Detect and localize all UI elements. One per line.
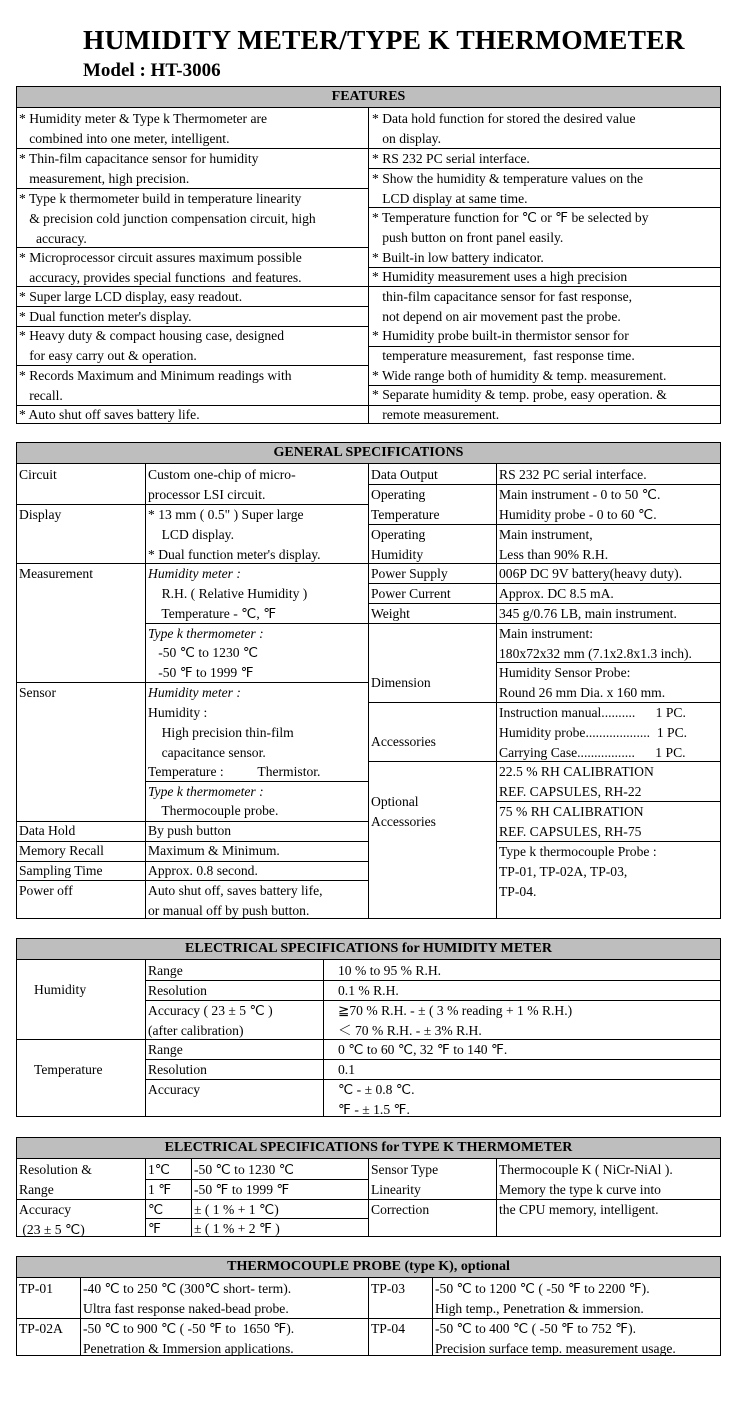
power-off-label: Power off xyxy=(19,883,73,898)
humidity-resolution-label: Resolution xyxy=(148,983,207,998)
sensor-typek-value: Thermocouple probe. xyxy=(148,803,279,818)
accessories-label: Accessories xyxy=(371,734,436,749)
humidity-resolution-value: 0.1 % R.H. xyxy=(338,983,399,998)
measurement-humidity-value: R.H. ( Relative Humidity ) Temperature - ℃, ℉ xyxy=(161,586,308,621)
feature-right-7: * Humidity probe built-in thermistor sensor for temperature measurement, fast response time. xyxy=(372,328,635,363)
accuracy-fahrenheit-unit: ℉ xyxy=(148,1221,161,1236)
feature-right-1: * Data hold function for stored the desired value on display. xyxy=(372,111,636,146)
measurement-label: Measurement xyxy=(19,566,93,581)
temperature-resolution-value: 0.1 xyxy=(338,1062,355,1077)
tp04-value: -50 ℃ to 400 ℃ ( -50 ℉ to 752 ℉). Precision surface temp. measurement usage. xyxy=(435,1321,676,1356)
humidity-accuracy-value: ≧70 % R.H. - ± ( 3 % reading + 1 % R.H.) ＜ 70 % R.H. - ± 3% R.H. xyxy=(338,1003,573,1038)
data-hold-value: By push button xyxy=(148,823,232,838)
temperature-accuracy-label: Accuracy xyxy=(148,1082,201,1097)
elec-humidity-section xyxy=(16,938,721,1117)
temperature-range-label: Range xyxy=(148,1042,183,1057)
accuracy-celsius-value: ± ( 1 % + 1 ℃) xyxy=(194,1202,279,1217)
optional-accessory-rh75: 75 % RH CALIBRATION REF. CAPSULES, RH-75 xyxy=(499,804,644,839)
power-current-label: Power Current xyxy=(371,586,451,601)
feature-left-1: * Humidity meter & Type k Thermometer are combined into one meter, intelligent. xyxy=(19,111,268,146)
tp04-label: TP-04 xyxy=(371,1321,405,1336)
range-fahrenheit: -50 ℉ to 1999 ℉ xyxy=(194,1182,290,1197)
feature-right-6: * Humidity measurement uses a high precision thin-film capacitance sensor for fast response, not depend on air movement past the probe. xyxy=(372,269,633,324)
temperature-group-label: Temperature xyxy=(34,1062,103,1077)
data-output-value: RS 232 PC serial interface. xyxy=(499,467,647,482)
linearity-correction-value: Memory the type k curve into the CPU memory, intelligent. xyxy=(499,1182,661,1217)
dimension-label: Dimension xyxy=(371,675,431,690)
feature-left-4: * Microprocessor circuit assures maximum possible accuracy, provides special functions and features. xyxy=(19,250,302,285)
measurement-humidity-title: Humidity meter : xyxy=(148,566,241,581)
model-number: Model : HT-3006 xyxy=(83,60,221,81)
dimension-probe: Humidity Sensor Probe: Round 26 mm Dia. x 160 mm. xyxy=(499,665,666,700)
power-supply-value: 006P DC 9V battery(heavy duty). xyxy=(499,566,683,581)
optional-accessory-rh22: 22.5 % RH CALIBRATION REF. CAPSULES, RH-22 xyxy=(499,764,654,799)
elec-humidity-header: ELECTRICAL SPECIFICATIONS for HUMIDITY METER xyxy=(17,939,720,960)
humidity-range-label: Range xyxy=(148,963,183,978)
range-celsius: -50 ℃ to 1230 ℃ xyxy=(194,1162,295,1177)
feature-left-9: * Auto shut off saves battery life. xyxy=(19,407,200,422)
measurement-typek-title: Type k thermometer : xyxy=(148,626,264,641)
accessories-value: Instruction manual.......... 1 PC. Humidity probe................... 1 PC. Carrying Case................. 1 PC. xyxy=(499,705,688,760)
humidity-group-label: Humidity xyxy=(34,982,87,997)
accuracy-celsius-unit: ℃ xyxy=(148,1202,164,1217)
weight-label: Weight xyxy=(371,606,410,621)
operating-temperature-label: Operating Temperature xyxy=(371,487,440,522)
sensor-humidity-value: Humidity : High precision thin-film capacitance sensor. Temperature : Thermistor. xyxy=(148,705,321,780)
thermocouple-probe-header: THERMOCOUPLE PROBE (type K), optional xyxy=(17,1257,720,1278)
display-value: * 13 mm ( 0.5" ) Super large LCD display. * Dual function meter's display. xyxy=(148,507,321,562)
temperature-accuracy-value: ℃ - ± 0.8 ℃. ℉ - ± 1.5 ℉. xyxy=(338,1082,415,1117)
memory-recall-label: Memory Recall xyxy=(19,843,104,858)
feature-right-3: * Show the humidity & temperature values on the LCD display at same time. xyxy=(372,171,644,206)
features-section xyxy=(16,86,721,424)
feature-right-8: * Wide range both of humidity & temp. measurement. xyxy=(372,368,667,383)
operating-humidity-value: Main instrument, Less than 90% R.H. xyxy=(499,527,609,562)
sensor-label: Sensor xyxy=(19,685,57,700)
optional-accessories-label: Optional Accessories xyxy=(371,794,436,829)
feature-left-7: * Heavy duty & compact housing case, designed for easy carry out & operation. xyxy=(19,328,285,363)
memory-recall-value: Maximum & Minimum. xyxy=(148,843,280,858)
feature-right-2: * RS 232 PC serial interface. xyxy=(372,151,530,166)
feature-right-5: * Built-in low battery indicator. xyxy=(372,250,544,265)
feature-left-6: * Dual function meter's display. xyxy=(19,309,192,324)
humidity-accuracy-label: Accuracy ( 23 ± 5 ℃ ) (after calibration) xyxy=(148,1003,273,1038)
accuracy-fahrenheit-value: ± ( 1 % + 2 ℉ ) xyxy=(194,1221,280,1236)
general-specs-section xyxy=(16,442,721,919)
feature-right-9: * Separate humidity & temp. probe, easy operation. & remote measurement. xyxy=(372,387,667,422)
general-specs-header: GENERAL SPECIFICATIONS xyxy=(17,443,720,464)
data-output-label: Data Output xyxy=(371,467,438,482)
feature-left-2: * Thin-film capacitance sensor for humidity measurement, high precision. xyxy=(19,151,259,186)
tp01-value: -40 ℃ to 250 ℃ (300℃ short- term). Ultra fast response naked-bead probe. xyxy=(83,1281,292,1316)
sensor-type-label: Sensor Type xyxy=(371,1162,439,1177)
tp02a-value: -50 ℃ to 900 ℃ ( -50 ℉ to 1650 ℉). Penetration & Immersion applications. xyxy=(83,1321,295,1356)
sampling-time-value: Approx. 0.8 second. xyxy=(148,863,258,878)
humidity-range-value: 10 % to 95 % R.H. xyxy=(338,963,442,978)
dimension-main: Main instrument: 180x72x32 mm (7.1x2.8x1.3 inch). xyxy=(499,626,692,661)
feature-left-3: * Type k thermometer build in temperature linearity & precision cold junction compensation circuit, high accuracy. xyxy=(19,191,316,246)
resolution-fahrenheit-unit: 1 ℉ xyxy=(148,1182,172,1197)
sampling-time-label: Sampling Time xyxy=(19,863,103,878)
linearity-correction-label: Linearity Correction xyxy=(371,1182,430,1217)
elec-typek-header: ELECTRICAL SPECIFICATIONS for TYPE K THERMOMETER xyxy=(17,1138,720,1159)
tp01-label: TP-01 xyxy=(19,1281,53,1296)
display-label: Display xyxy=(19,507,62,522)
sensor-typek-title: Type k thermometer : xyxy=(148,784,264,799)
weight-value: 345 g/0.76 LB, main instrument. xyxy=(499,606,677,621)
circuit-label: Circuit xyxy=(19,467,57,482)
feature-left-5: * Super large LCD display, easy readout. xyxy=(19,289,243,304)
tp02a-label: TP-02A xyxy=(19,1321,63,1336)
elec-typek-section xyxy=(16,1137,721,1237)
sensor-humidity-title: Humidity meter : xyxy=(148,685,241,700)
feature-right-4: * Temperature function for ℃ or ℉ be selected by push button on front panel easily. xyxy=(372,210,649,245)
circuit-value: Custom one-chip of micro- processor LSI circuit. xyxy=(148,467,296,502)
temperature-range-value: 0 ℃ to 60 ℃, 32 ℉ to 140 ℉. xyxy=(338,1042,508,1057)
tp03-value: -50 ℃ to 1200 ℃ ( -50 ℉ to 2200 ℉). High temp., Penetration & immersion. xyxy=(435,1281,650,1316)
power-off-value: Auto shut off, saves battery life, or manual off by push button. xyxy=(148,883,323,918)
operating-temperature-value: Main instrument - 0 to 50 ℃. Humidity probe - 0 to 60 ℃. xyxy=(499,487,661,522)
measurement-typek-value: -50 ℃ to 1230 ℃ -50 ℉ to 1999 ℉ xyxy=(158,645,259,680)
resolution-range-label: Resolution & Range xyxy=(19,1162,92,1197)
resolution-celsius-unit: 1℃ xyxy=(148,1162,171,1177)
features-header: FEATURES xyxy=(17,87,720,108)
sensor-type-value: Thermocouple K ( NiCr-NiAl ). xyxy=(499,1162,673,1177)
page-title: HUMIDITY METER/TYPE K THERMOMETER xyxy=(83,24,685,55)
optional-accessory-probes: Type k thermocouple Probe : TP-01, TP-02A, TP-03, TP-04. xyxy=(499,844,657,899)
thermocouple-probe-section xyxy=(16,1256,721,1356)
typek-accuracy-label: Accuracy (23 ± 5 ℃) xyxy=(19,1202,85,1237)
power-supply-label: Power Supply xyxy=(371,566,448,581)
feature-left-8: * Records Maximum and Minimum readings with recall. xyxy=(19,368,292,403)
power-current-value: Approx. DC 8.5 mA. xyxy=(499,586,614,601)
tp03-label: TP-03 xyxy=(371,1281,405,1296)
data-hold-label: Data Hold xyxy=(19,823,76,838)
temperature-resolution-label: Resolution xyxy=(148,1062,207,1077)
operating-humidity-label: Operating Humidity xyxy=(371,527,426,562)
